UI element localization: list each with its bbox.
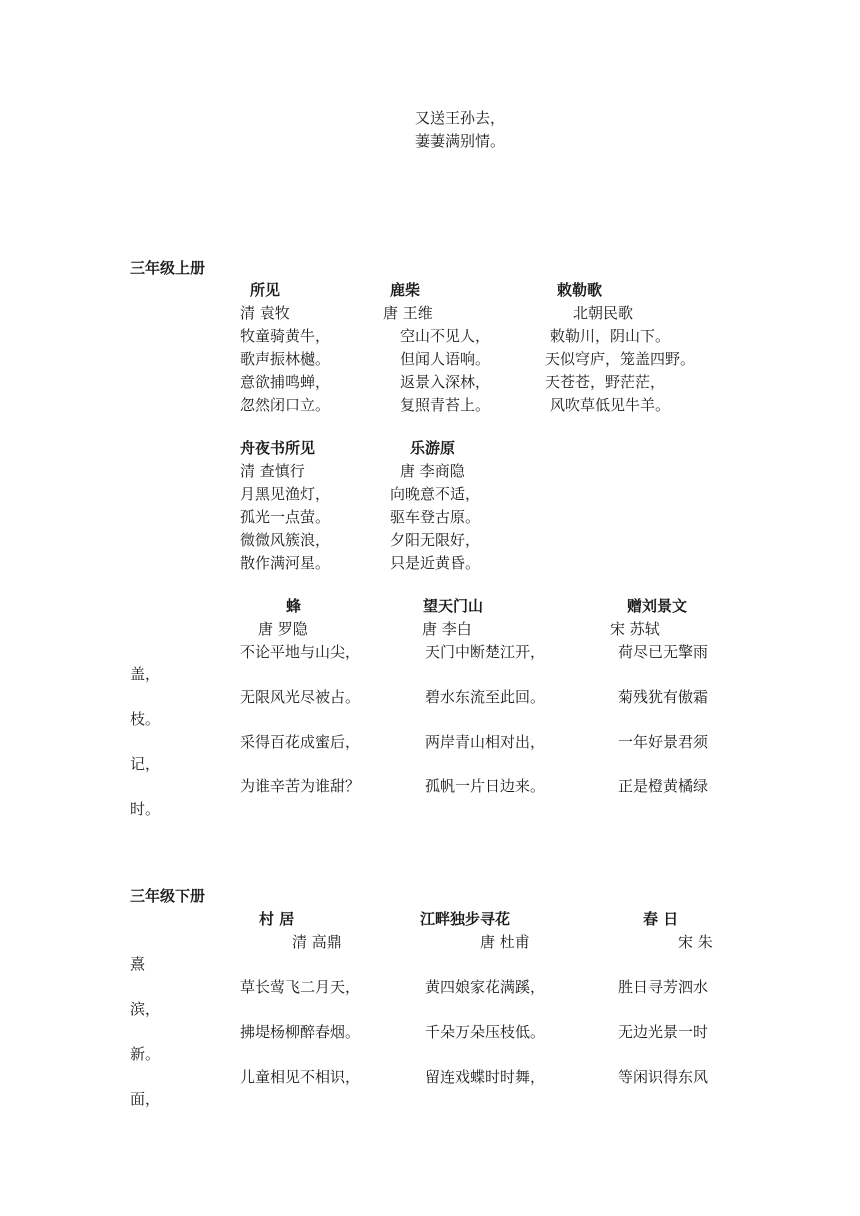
poem-line-wrap: 滨， (130, 1000, 161, 1018)
intro-line-2: 萋萋满别情。 (415, 132, 506, 150)
poem-title-cunju: 村 居 (259, 910, 295, 928)
poem-line: 不论平地与山尖， (240, 643, 361, 661)
poem-line: 千朵万朵压枝低。 (425, 1023, 546, 1041)
poem-line: 牧童骑黄牛， (240, 327, 331, 345)
poem-author-chunri: 宋 朱 (678, 933, 713, 951)
poem-line: 散作满河星。 (240, 554, 331, 572)
poem-line: 复照青苔上。 (400, 396, 491, 414)
poem-line-wrap: 枝。 (130, 710, 161, 728)
poem-line: 天苍苍，野茫茫， (545, 373, 666, 391)
section-heading-grade3-lower: 三年级下册 (130, 887, 206, 905)
poem-author-luchai: 唐 王维 (383, 304, 433, 322)
poem-line: 忽然闭口立。 (240, 396, 331, 414)
poem-line: 拂堤杨柳醉春烟。 (240, 1023, 361, 1041)
poem-author-cunju: 清 高鼎 (292, 933, 342, 951)
poem-line: 菊残犹有傲霜 (618, 688, 709, 706)
poem-line: 无限风光尽被占。 (240, 688, 361, 706)
poem-line: 两岸青山相对出， (425, 733, 546, 751)
poem-line: 荷尽已无擎雨 (618, 643, 709, 661)
poem-line-wrap: 记， (130, 755, 161, 773)
intro-line-1: 又送王孙去， (415, 109, 506, 127)
poem-line: 夕阳无限好， (390, 531, 481, 549)
poem-title-suojian: 所见 (250, 281, 281, 299)
poem-line: 向晚意不适， (390, 485, 481, 503)
poem-line: 碧水东流至此回。 (425, 688, 546, 706)
poem-line-wrap: 盖， (130, 665, 161, 683)
section-heading-grade3-upper: 三年级上册 (130, 259, 206, 277)
poem-title-zhouye: 舟夜书所见 (240, 439, 316, 457)
poem-line: 返景入深林， (400, 373, 491, 391)
poem-title-chunri: 春 日 (643, 910, 679, 928)
poem-line: 微微风簇浪， (240, 531, 331, 549)
poem-line: 一年好景君须 (618, 733, 709, 751)
poem-title-tianmen: 望天门山 (423, 597, 484, 615)
poem-author-suojian: 清 袁牧 (240, 304, 290, 322)
poem-line: 儿童相见不相识， (240, 1068, 361, 1086)
poem-line: 采得百花成蜜后， (240, 733, 361, 751)
poem-author-feng: 唐 罗隐 (258, 620, 308, 638)
poem-author-chilege: 北朝民歌 (573, 304, 634, 322)
poem-line: 为谁辛苦为谁甜？ (240, 777, 361, 795)
poem-line: 孤帆一片日边来。 (425, 777, 546, 795)
poem-line: 天门中断楚江开， (425, 643, 546, 661)
poem-author-leyouyuan: 唐 李商隐 (400, 462, 465, 480)
poem-author-tianmen: 唐 李白 (422, 620, 472, 638)
poem-line-wrap: 新。 (130, 1045, 161, 1063)
poem-author-zhouye: 清 查慎行 (240, 462, 305, 480)
poem-line: 意欲捕鸣蝉， (240, 373, 331, 391)
poem-title-leyouyuan: 乐游原 (410, 439, 456, 457)
poem-line: 敕勒川，阴山下。 (550, 327, 671, 345)
poem-line: 无边光景一时 (618, 1023, 709, 1041)
poem-title-jiangpan: 江畔独步寻花 (420, 910, 511, 928)
poem-line-wrap: 面， (130, 1090, 161, 1108)
poem-line: 留连戏蝶时时舞， (425, 1068, 546, 1086)
poem-line: 风吹草低见牛羊。 (550, 396, 671, 414)
poem-author-wrap: 熹 (130, 955, 146, 973)
poem-title-liujingwen: 赠刘景文 (627, 597, 688, 615)
poem-title-luchai: 鹿柴 (390, 281, 421, 299)
poem-line-wrap: 时。 (130, 800, 161, 818)
poem-line: 孤光一点萤。 (240, 508, 331, 526)
poem-line: 黄四娘家花满蹊， (425, 978, 546, 996)
poem-line: 胜日寻芳泗水 (618, 978, 709, 996)
poem-author-liujingwen: 宋 苏轼 (610, 620, 660, 638)
poem-author-jiangpan: 唐 杜甫 (480, 933, 530, 951)
poem-line: 等闲识得东风 (618, 1068, 709, 1086)
poem-line: 空山不见人， (400, 327, 491, 345)
poem-line: 只是近黄昏。 (390, 554, 481, 572)
poem-title-chilege: 敕勒歌 (557, 281, 603, 299)
poem-line: 草长莺飞二月天， (240, 978, 361, 996)
poem-line: 正是橙黄橘绿 (618, 777, 709, 795)
poem-line: 月黑见渔灯， (240, 485, 331, 503)
poem-line: 驱车登古原。 (390, 508, 481, 526)
poem-title-feng: 蜂 (286, 597, 302, 615)
poem-line: 天似穹庐，笼盖四野。 (545, 350, 696, 368)
poem-line: 但闻人语响。 (400, 350, 491, 368)
poem-line: 歌声振林樾。 (240, 350, 331, 368)
